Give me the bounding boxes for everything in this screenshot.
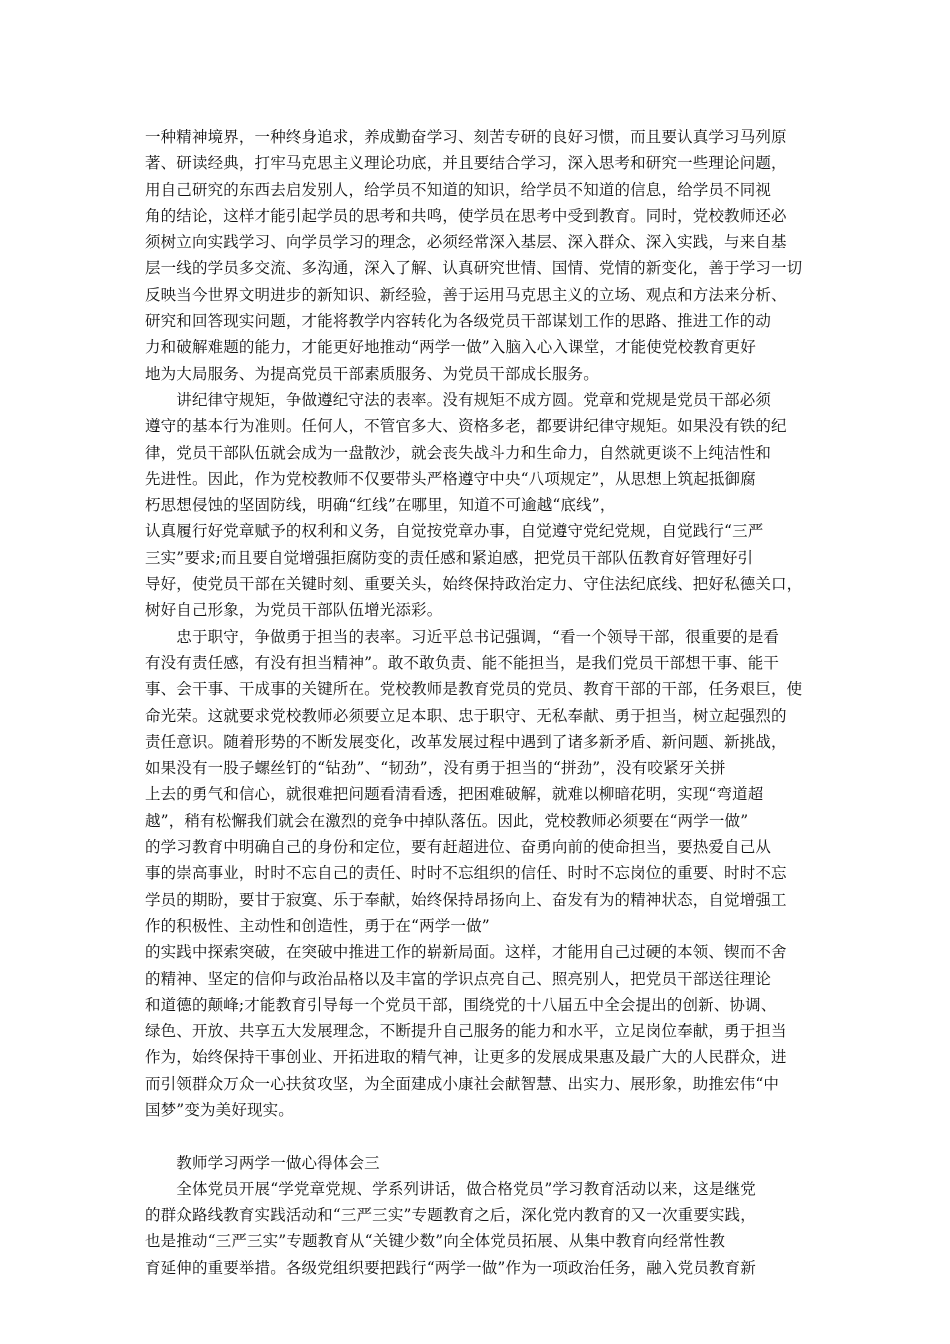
text-line: 须树立向实践学习、向学员学习的理念，必须经常深入基层、深入群众、深入实践，与来自基 [145, 233, 787, 252]
text-line: 导好，使党员干部在关键时刻、重要关头，始终保持政治定力、守住法纪底线、把好私德关口， [145, 575, 803, 594]
blank-line [145, 1123, 805, 1149]
text-line: 遵守的基本行为准则。任何人，不管官多大、资格多老，都要讲纪律守规矩。如果没有铁的纪 [145, 417, 787, 436]
text-line: 用自己研究的东西去启发别人，给学员不知道的知识，给学员不知道的信息，给学员不同视 [145, 180, 772, 199]
paragraph-block-2 [145, 387, 805, 624]
document-body [145, 124, 805, 1281]
text-line: 朽思想侵蚀的坚固防线，明确“红线”在哪里，知道不可逾越“底线”， [145, 496, 616, 515]
text-line: 作的积极性、主动性和创造性，勇于在“两学一做” [145, 916, 490, 935]
text-line: 有没有责任感，有没有担当精神”。敢不敢负责、能不能担当，是我们党员干部想干事、能干 [145, 653, 780, 672]
text-line: 学员的期盼，要甘于寂寞、乐于奉献，始终保持昂扬向上、奋发有为的精神状态，自觉增强工 [145, 890, 787, 909]
text-line: 命光荣。这就要求党校教师必须要立足本职、忠于职守、无私奉献、勇于担当，树立起强烈的 [145, 706, 787, 725]
text-line: 忠于职守，争做勇于担当的表率。习近平总书记强调，“看一个领导干部，很重要的是看 [145, 627, 780, 646]
text-line: 律，党员干部队伍就会成为一盘散沙，就会丧失战斗力和生命力，自然就更谈不上纯洁性和 [145, 443, 772, 462]
section-heading: 教师学习两学一做心得体会三 [145, 1153, 380, 1172]
text-line: 层一线的学员多交流、多沟通，深入了解、认真研究世情、国情、党情的新变化，善于学习一切 [145, 259, 803, 278]
text-line: 力和破解难题的能力，才能更好地推动“两学一做”入脑入心入课堂，才能使党校教育更好 [145, 338, 756, 357]
text-line: 全体党员开展“学党章党规、学系列讲话，做合格党员”学习教育活动以来，这是继党 [145, 1179, 756, 1198]
text-line: 角的结论，这样才能引起学员的思考和共鸣，使学员在思考中受到教育。同时，党校教师还必 [145, 206, 787, 225]
text-line: 也是推动“三严三实”专题教育从“关键少数”向全体党员拓展、从集中教育向经常性教 [145, 1232, 726, 1251]
text-line: 一种精神境界，一种终身追求，养成勤奋学习、刻苦专研的良好习惯，而且要认真学习马列原 [145, 128, 787, 146]
text-line: 研究和回答现实问题，才能将教学内容转化为各级党员干部谋划工作的思路、推进工作的动 [145, 312, 772, 331]
text-line: 地为大局服务、为提高党员干部素质服务、为党员干部成长服务。 [145, 364, 599, 383]
text-line: 越”，稍有松懈我们就会在激烈的竞争中掉队落伍。因此，党校教师必须要在“两学一做” [145, 811, 749, 830]
text-line: 国梦”变为美好现实。 [145, 1100, 294, 1119]
paragraph-block-1 [145, 124, 805, 387]
text-line: 树好自己形象，为党员干部队伍增光添彩。 [145, 601, 443, 620]
text-line: 著、研读经典，打牢马克思主义理论功底，并且要结合学习，深入思考和研究一些理论问题， [145, 154, 787, 173]
text-line: 绿色、开放、共享五大发展理念，不断提升自己服务的能力和水平，立足岗位奉献，勇于担当 [145, 1022, 787, 1041]
text-line: 的精神、坚定的信仰与政治品格以及丰富的学识点亮自己、照亮别人，把党员干部送往理论 [145, 969, 772, 988]
text-line: 讲纪律守规矩，争做遵纪守法的表率。没有规矩不成方圆。党章和党规是党员干部必须 [145, 390, 772, 409]
text-line: 事的崇高事业，时时不忘自己的责任、时时不忘组织的信任、时时不忘岗位的重要、时时不忘 [145, 864, 787, 883]
text-line: 而引领群众万众一心扶贫攻坚，为全面建成小康社会献智慧、出实力、展形象，助推宏伟“中 [145, 1074, 780, 1093]
text-line: 三实”要求;而且要自觉增强拒腐防变的责任感和紧迫感，把党员干部队伍教育好管理好引 [145, 548, 754, 567]
paragraph-block-3 [145, 624, 805, 1124]
text-line: 的实践中探索突破，在突破中推进工作的崭新局面。这样，才能用自己过硬的本领、锲而不舍 [145, 943, 787, 962]
text-line: 认真履行好党章赋予的权利和义务，自觉按党章办事，自觉遵守党纪党规，自觉践行“三严 [145, 522, 764, 541]
paragraph-block-4 [145, 1176, 805, 1281]
text-line: 事、会干事、干成事的关键所在。党校教师是教育党员的党员、教育干部的干部，任务艰巨，使 [145, 680, 803, 699]
text-line: 作为，始终保持干事创业、开拓进取的精气神，让更多的发展成果惠及最广大的人民群众，进 [145, 1048, 787, 1067]
text-line: 和道德的颠峰;才能教育引导每一个党员干部，围绕党的十八届五中全会提出的创新、协调、 [145, 995, 777, 1014]
text-line: 如果没有一股子螺丝钉的“钻劲”、“韧劲”，没有勇于担当的“拼劲”，没有咬紧牙关拼 [145, 759, 726, 778]
text-line: 育延伸的重要举措。各级党组织要把践行“两学一做”作为一项政治任务，融入党员教育新 [145, 1258, 756, 1277]
text-line: 上去的勇气和信心，就很难把问题看清看透，把困难破解，就难以柳暗花明，实现“弯道超 [145, 785, 764, 804]
text-line: 的学习教育中明确自己的身份和定位，要有赶超进位、奋勇向前的使命担当，要热爱自己从 [145, 838, 772, 857]
text-line: 反映当今世界文明进步的新知识、新经验，善于运用马克思主义的立场、观点和方法来分析、 [145, 285, 787, 304]
text-line: 先进性。因此，作为党校教师不仅要带头严格遵守中央“八项规定”，从思想上筑起抵御腐 [145, 469, 756, 488]
text-line: 责任意识。随着形势的不断发展变化，改革发展过程中遇到了诸多新矛盾、新问题、新挑战， [145, 732, 787, 751]
text-line: 的群众路线教育实践活动和“三严三实”专题教育之后，深化党内教育的又一次重要实践， [145, 1206, 756, 1225]
